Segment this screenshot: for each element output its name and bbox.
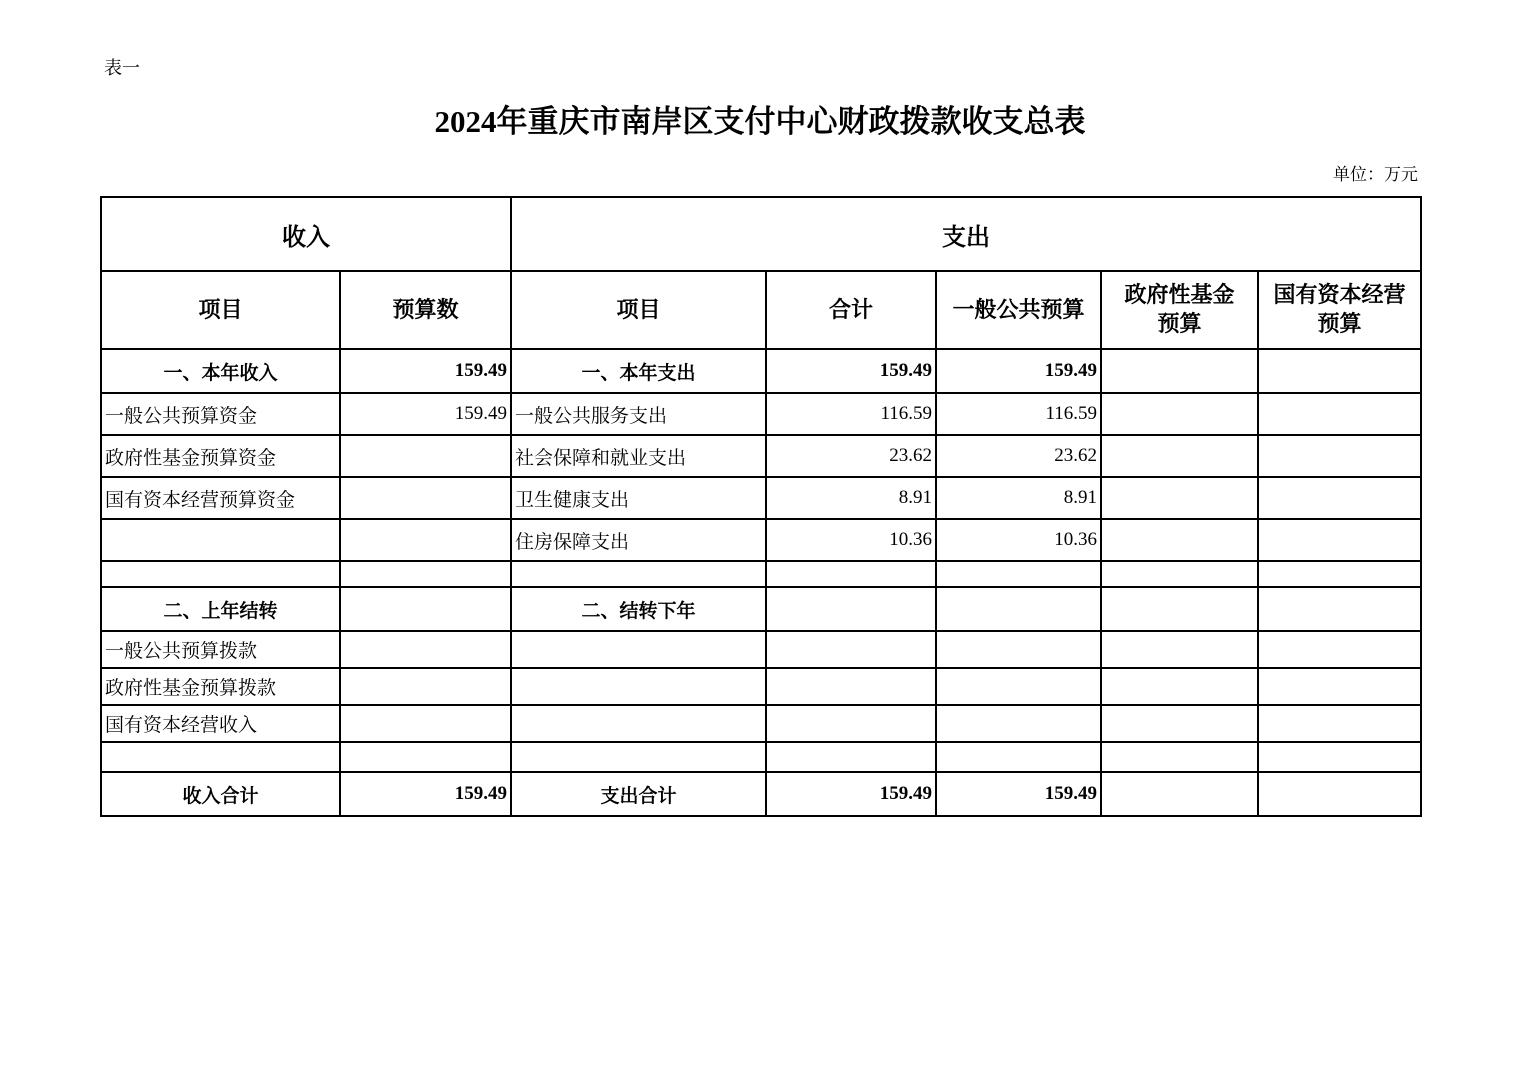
cell-expense-total: 116.59 (766, 393, 936, 435)
cell-expense-total: 23.62 (766, 435, 936, 477)
cell-income-budget (340, 742, 511, 772)
table-number-label: 表一 (104, 58, 140, 78)
cell-general-public-budget: 10.36 (936, 519, 1101, 561)
cell-income-item (101, 742, 340, 772)
cell-expense-item (511, 631, 766, 668)
cell-expense-total (766, 631, 936, 668)
column-header-state-capital-budget: 国有资本经营 预算 (1258, 271, 1421, 349)
cell-state-capital-budget (1258, 742, 1421, 772)
cell-gov-fund-budget (1101, 631, 1258, 668)
cell-income-item: 二、上年结转 (101, 587, 340, 631)
cell-gov-fund-budget (1101, 561, 1258, 587)
cell-expense-item (511, 668, 766, 705)
cell-gov-fund-budget (1101, 393, 1258, 435)
cell-general-public-budget: 8.91 (936, 477, 1101, 519)
column-header-expense-item: 项目 (511, 271, 766, 349)
cell-state-capital-budget (1258, 477, 1421, 519)
cell-state-capital-budget (1258, 705, 1421, 742)
expense-group-header: 支出 (511, 197, 1421, 271)
cell-gov-fund-budget (1101, 668, 1258, 705)
cell-expense-item: 支出合计 (511, 772, 766, 816)
cell-general-public-budget: 159.49 (936, 772, 1101, 816)
cell-expense-item: 二、结转下年 (511, 587, 766, 631)
cell-income-item (101, 519, 340, 561)
cell-general-public-budget (936, 561, 1101, 587)
cell-income-budget (340, 477, 511, 519)
unit-note: 单位：万元 (1333, 165, 1418, 184)
cell-general-public-budget: 159.49 (936, 349, 1101, 393)
cell-income-item (101, 561, 340, 587)
column-header-income-item: 项目 (101, 271, 340, 349)
table-body (101, 349, 1421, 816)
table-row (101, 477, 1421, 519)
cell-state-capital-budget (1258, 668, 1421, 705)
table-row (101, 587, 1421, 631)
column-header-general-public-budget: 一般公共预算 (936, 271, 1101, 349)
cell-expense-total (766, 587, 936, 631)
column-header-expense-total: 合计 (766, 271, 936, 349)
cell-gov-fund-budget (1101, 349, 1258, 393)
cell-income-item: 政府性基金预算拨款 (101, 668, 340, 705)
cell-general-public-budget (936, 705, 1101, 742)
cell-state-capital-budget (1258, 393, 1421, 435)
cell-income-budget (340, 631, 511, 668)
cell-general-public-budget (936, 742, 1101, 772)
cell-general-public-budget (936, 587, 1101, 631)
budget-summary-table (100, 196, 1422, 817)
cell-expense-item (511, 705, 766, 742)
table-row (101, 668, 1421, 705)
cell-general-public-budget: 23.62 (936, 435, 1101, 477)
cell-expense-total: 159.49 (766, 772, 936, 816)
cell-gov-fund-budget (1101, 742, 1258, 772)
table-row (101, 631, 1421, 668)
cell-income-item: 政府性基金预算资金 (101, 435, 340, 477)
cell-expense-item (511, 742, 766, 772)
cell-expense-total (766, 561, 936, 587)
column-header-gov-fund-budget: 政府性基金 预算 (1101, 271, 1258, 349)
cell-expense-item: 一、本年支出 (511, 349, 766, 393)
cell-income-budget (340, 668, 511, 705)
cell-general-public-budget (936, 631, 1101, 668)
table-row (101, 435, 1421, 477)
cell-state-capital-budget (1258, 561, 1421, 587)
cell-expense-item: 一般公共服务支出 (511, 393, 766, 435)
cell-gov-fund-budget (1101, 519, 1258, 561)
cell-state-capital-budget (1258, 435, 1421, 477)
table-row (101, 519, 1421, 561)
column-header-row (101, 271, 1421, 349)
cell-expense-total (766, 705, 936, 742)
group-header-row (101, 197, 1421, 271)
table-row (101, 561, 1421, 587)
table-row (101, 393, 1421, 435)
cell-income-budget (340, 519, 511, 561)
table-row (101, 742, 1421, 772)
cell-state-capital-budget (1258, 631, 1421, 668)
cell-income-budget: 159.49 (340, 772, 511, 816)
table-row (101, 705, 1421, 742)
cell-income-budget: 159.49 (340, 349, 511, 393)
cell-general-public-budget: 116.59 (936, 393, 1101, 435)
cell-income-budget (340, 705, 511, 742)
cell-expense-item: 卫生健康支出 (511, 477, 766, 519)
cell-income-item: 国有资本经营收入 (101, 705, 340, 742)
table-row (101, 349, 1421, 393)
cell-gov-fund-budget (1101, 477, 1258, 519)
cell-income-budget: 159.49 (340, 393, 511, 435)
cell-expense-item (511, 561, 766, 587)
cell-state-capital-budget (1258, 587, 1421, 631)
income-group-header: 收入 (101, 197, 511, 271)
cell-income-item: 国有资本经营预算资金 (101, 477, 340, 519)
cell-gov-fund-budget (1101, 705, 1258, 742)
cell-expense-item: 住房保障支出 (511, 519, 766, 561)
cell-income-item: 一般公共预算资金 (101, 393, 340, 435)
cell-income-item: 收入合计 (101, 772, 340, 816)
table-row (101, 772, 1421, 816)
cell-expense-total: 8.91 (766, 477, 936, 519)
page-title: 2024年重庆市南岸区支付中心财政拨款收支总表 (434, 104, 1086, 139)
cell-income-budget (340, 587, 511, 631)
table-header (101, 197, 1421, 349)
cell-income-budget (340, 435, 511, 477)
cell-expense-total: 159.49 (766, 349, 936, 393)
cell-expense-total (766, 668, 936, 705)
cell-state-capital-budget (1258, 772, 1421, 816)
cell-state-capital-budget (1258, 519, 1421, 561)
cell-income-budget (340, 561, 511, 587)
cell-expense-total (766, 742, 936, 772)
cell-state-capital-budget (1258, 349, 1421, 393)
cell-expense-total: 10.36 (766, 519, 936, 561)
column-header-income-budget: 预算数 (340, 271, 511, 349)
cell-gov-fund-budget (1101, 435, 1258, 477)
cell-income-item: 一、本年收入 (101, 349, 340, 393)
cell-expense-item: 社会保障和就业支出 (511, 435, 766, 477)
cell-general-public-budget (936, 668, 1101, 705)
cell-income-item: 一般公共预算拨款 (101, 631, 340, 668)
cell-gov-fund-budget (1101, 587, 1258, 631)
cell-gov-fund-budget (1101, 772, 1258, 816)
